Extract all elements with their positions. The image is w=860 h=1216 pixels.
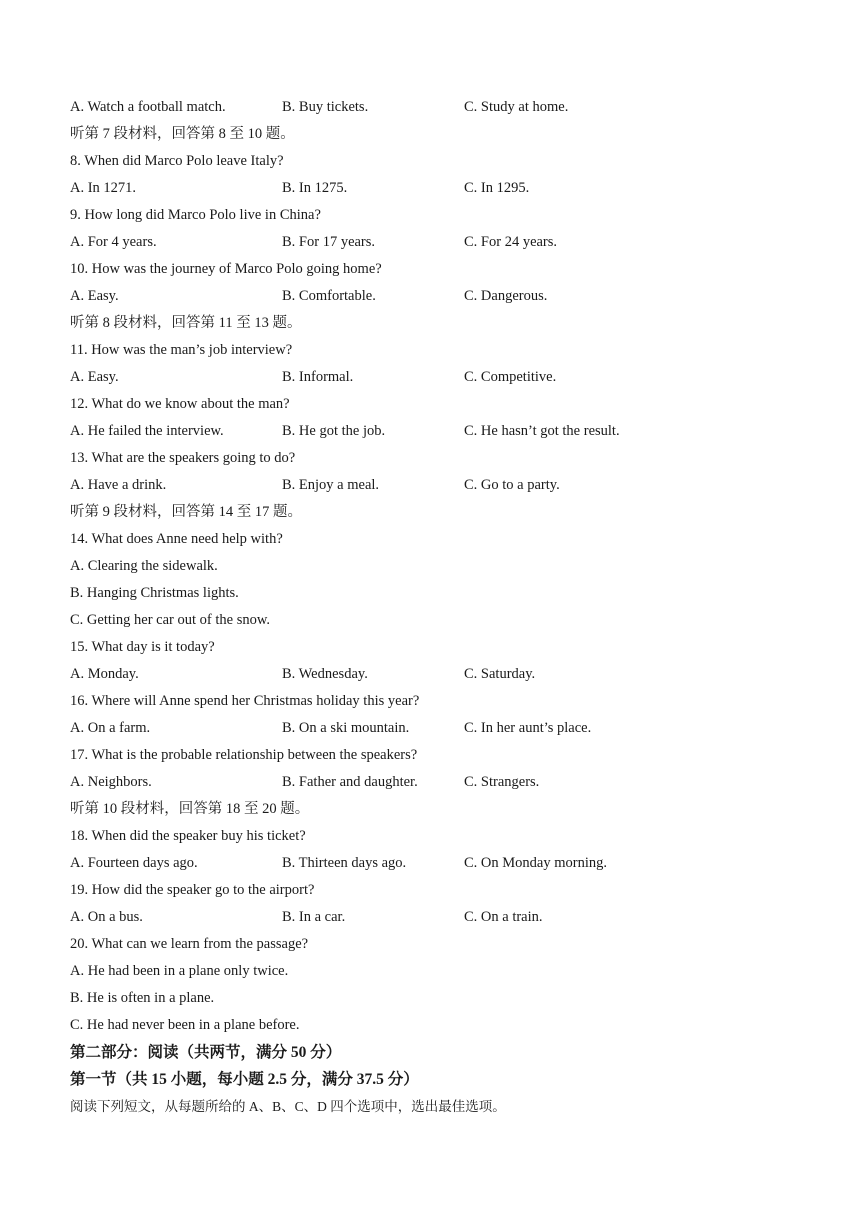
answer-option: A. He had been in a plane only twice. bbox=[70, 963, 289, 979]
answer-options-row bbox=[70, 418, 810, 445]
option-a: A. Easy. bbox=[70, 369, 119, 385]
answer-option: C. He had never been in a plane before. bbox=[70, 1017, 300, 1033]
answer-options-row bbox=[70, 472, 810, 499]
option-b: B. For 17 years. bbox=[282, 234, 376, 250]
option-c: C. In her aunt’s place. bbox=[464, 720, 592, 736]
option-b: B. In a car. bbox=[282, 909, 346, 925]
option-b: B. On a ski mountain. bbox=[282, 720, 410, 736]
answer-options-row bbox=[70, 364, 810, 391]
option-b: B. Buy tickets. bbox=[282, 99, 369, 115]
option-c: C. Dangerous. bbox=[464, 288, 548, 304]
question-text: 19. How did the speaker go to the airport? bbox=[70, 882, 315, 898]
answer-option: B. He is often in a plane. bbox=[70, 990, 215, 1006]
option-b: B. In 1275. bbox=[282, 180, 348, 196]
listening-instruction: 听第 8 段材料，回答第 11 至 13 题。 bbox=[70, 315, 302, 331]
answer-options-row bbox=[70, 661, 810, 688]
option-a: A. In 1271. bbox=[70, 180, 137, 196]
option-a: A. For 4 years. bbox=[70, 234, 157, 250]
option-a: A. Watch a football match. bbox=[70, 99, 226, 115]
question-text: 10. How was the journey of Marco Polo going home? bbox=[70, 261, 382, 277]
option-b: B. He got the job. bbox=[282, 423, 386, 439]
option-a: A. He failed the interview. bbox=[70, 423, 224, 439]
answer-option: A. Clearing the sidewalk. bbox=[70, 558, 218, 574]
question-text: 12. What do we know about the man? bbox=[70, 396, 290, 412]
question-text: 9. How long did Marco Polo live in China? bbox=[70, 207, 321, 223]
option-b: B. Father and daughter. bbox=[282, 774, 418, 790]
question-text: 8. When did Marco Polo leave Italy? bbox=[70, 153, 284, 169]
option-a: A. On a bus. bbox=[70, 909, 143, 925]
answer-options-row bbox=[70, 715, 810, 742]
option-c: C. On Monday morning. bbox=[464, 855, 607, 871]
question-text: 20. What can we learn from the passage? bbox=[70, 936, 309, 952]
answer-option: C. Getting her car out of the snow. bbox=[70, 612, 270, 628]
answer-options-row bbox=[70, 94, 810, 121]
option-b: B. Thirteen days ago. bbox=[282, 855, 407, 871]
option-a: A. Neighbors. bbox=[70, 774, 152, 790]
section-heading: 第一节（共 15 小题，每小题 2.5 分，满分 37.5 分） bbox=[70, 1071, 419, 1088]
option-b: B. Informal. bbox=[282, 369, 354, 385]
answer-options-row bbox=[70, 850, 810, 877]
option-c: C. Go to a party. bbox=[464, 477, 560, 493]
option-b: B. Wednesday. bbox=[282, 666, 368, 682]
answer-options-row bbox=[70, 283, 810, 310]
option-a: A. Monday. bbox=[70, 666, 139, 682]
answer-options-row bbox=[70, 904, 810, 931]
option-c: C. Strangers. bbox=[464, 774, 540, 790]
option-a: A. On a farm. bbox=[70, 720, 151, 736]
option-a: A. Easy. bbox=[70, 288, 119, 304]
question-text: 11. How was the man’s job interview? bbox=[70, 342, 293, 358]
option-c: C. Saturday. bbox=[464, 666, 536, 682]
option-c: C. Study at home. bbox=[464, 99, 569, 115]
option-b: B. Comfortable. bbox=[282, 288, 376, 304]
question-text: 14. What does Anne need help with? bbox=[70, 531, 283, 547]
option-b: B. Enjoy a meal. bbox=[282, 477, 380, 493]
answer-options-row bbox=[70, 229, 810, 256]
section-heading: 第二部分：阅读（共两节，满分 50 分） bbox=[70, 1044, 342, 1061]
listening-instruction: 听第 10 段材料，回答第 18 至 20 题。 bbox=[70, 801, 310, 817]
option-c: C. Competitive. bbox=[464, 369, 557, 385]
exam-content bbox=[70, 94, 810, 1120]
answer-options-row bbox=[70, 175, 810, 202]
question-text: 18. When did the speaker buy his ticket? bbox=[70, 828, 306, 844]
listening-instruction: 听第 7 段材料，回答第 8 至 10 题。 bbox=[70, 126, 295, 142]
option-a: A. Have a drink. bbox=[70, 477, 167, 493]
question-text: 15. What day is it today? bbox=[70, 639, 215, 655]
instruction-text: 阅读下列短文，从每题所给的 A、B、C、D 四个选项中，选出最佳选项。 bbox=[70, 1099, 506, 1114]
option-c: C. On a train. bbox=[464, 909, 543, 925]
answer-option: B. Hanging Christmas lights. bbox=[70, 585, 239, 601]
option-c: C. He hasn’t got the result. bbox=[464, 423, 620, 439]
option-a: A. Fourteen days ago. bbox=[70, 855, 198, 871]
option-c: C. In 1295. bbox=[464, 180, 530, 196]
question-text: 13. What are the speakers going to do? bbox=[70, 450, 296, 466]
question-text: 17. What is the probable relationship between the speakers? bbox=[70, 747, 418, 763]
option-c: C. For 24 years. bbox=[464, 234, 558, 250]
listening-instruction: 听第 9 段材料，回答第 14 至 17 题。 bbox=[70, 504, 302, 520]
answer-options-row bbox=[70, 769, 810, 796]
question-text: 16. Where will Anne spend her Christmas holiday this year? bbox=[70, 693, 420, 709]
